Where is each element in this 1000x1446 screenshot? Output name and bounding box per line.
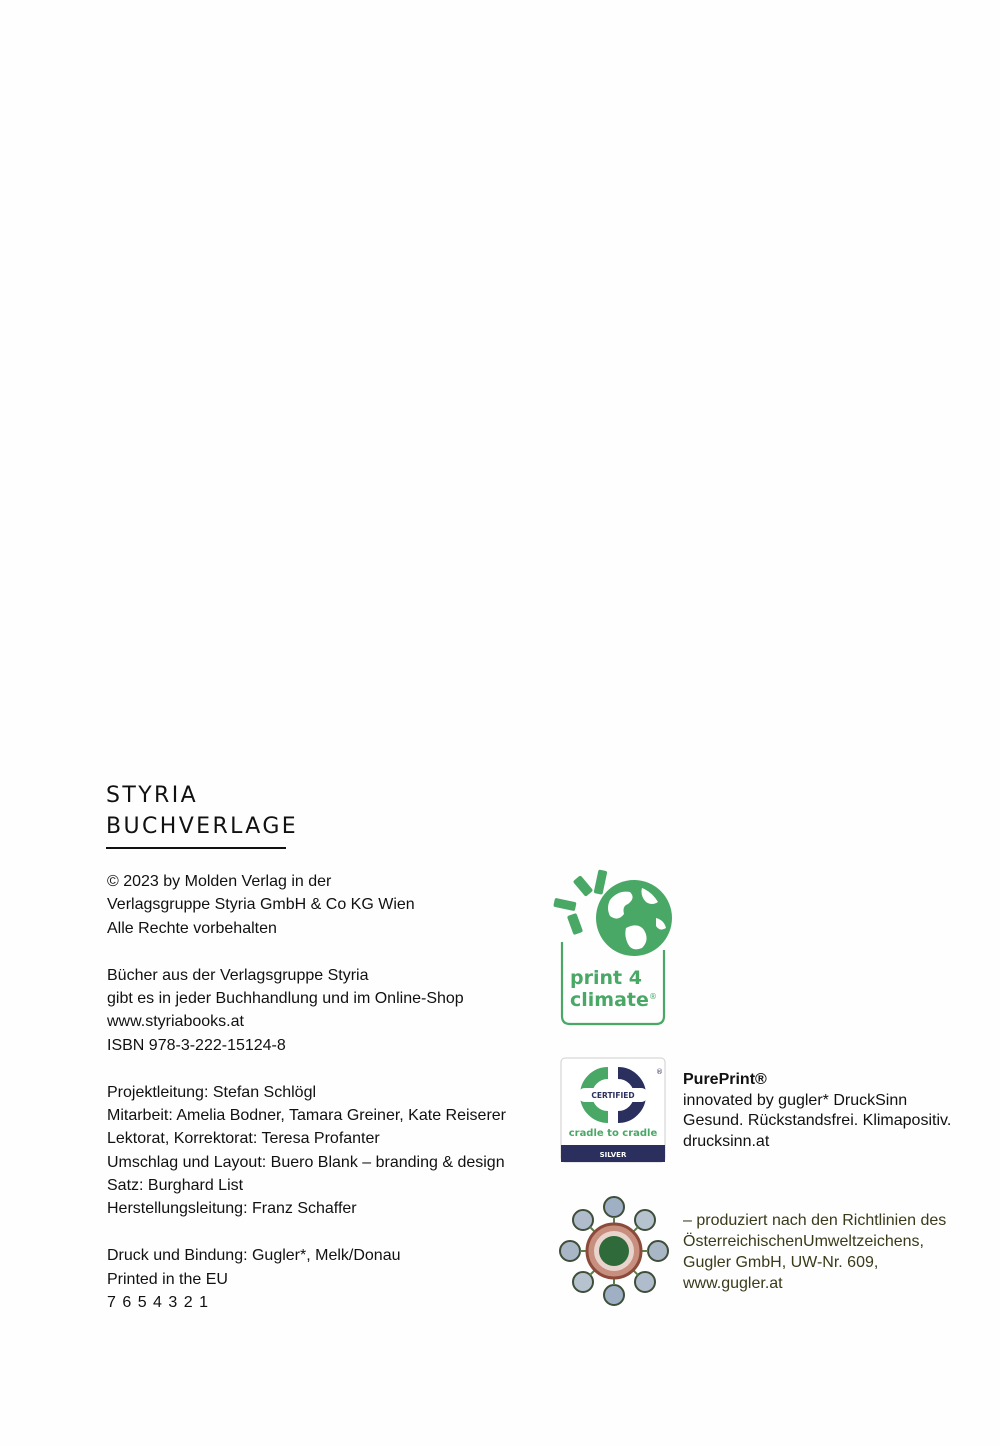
print4climate-registered: ® [649, 992, 657, 1001]
rights-line: Alle Rechte vorbehalten [107, 919, 277, 937]
cradle-to-cradle-icon [560, 1057, 666, 1163]
website-link[interactable]: www.styriabooks.at [107, 1013, 244, 1031]
print4climate-line-2: climate [570, 989, 649, 1011]
credit-production: Herstellungsleitung: Franz Schaffer [107, 1200, 357, 1218]
credit-layout: Umschlag und Layout: Buero Blank – branding & design [107, 1153, 505, 1171]
umweltzeichen-line-3: Gugler GmbH, UW-Nr. 609, [683, 1254, 879, 1271]
print-run-numbers: 7 6 5 4 3 2 1 [107, 1294, 209, 1312]
umweltzeichen-line-1: – produziert nach den Richtlinien des [683, 1212, 947, 1229]
copyright-line: © 2023 by Molden Verlag in der [107, 873, 332, 890]
c2c-certified-label: CERTIFIED [591, 1091, 635, 1100]
logo-line-1: STYRIA [106, 783, 199, 808]
printed-in: Printed in the EU [107, 1270, 228, 1288]
print4climate-icon [548, 866, 678, 1030]
cradle-to-cradle-badge [560, 1057, 666, 1163]
pureprint-link[interactable]: drucksinn.at [683, 1132, 770, 1150]
umweltzeichen-icon [558, 1195, 670, 1307]
print4climate-line-1: print 4 [570, 967, 642, 989]
printing-binding: Druck und Bindung: Gugler*, Melk/Donau [107, 1247, 401, 1265]
availability-line-2: gibt es in jeder Buchhandlung und im Online-Shop [107, 989, 464, 1007]
pureprint-info [683, 1070, 951, 1152]
print4climate-logo [548, 866, 678, 1030]
gugler-link[interactable]: www.gugler.at [683, 1275, 783, 1292]
publisher-line: Verlagsgruppe Styria GmbH & Co KG Wien [107, 896, 415, 914]
imprint-text [107, 870, 547, 1314]
availability-line-1: Bücher aus der Verlagsgruppe Styria [107, 966, 369, 984]
credit-editing: Lektorat, Korrektorat: Teresa Profanter [107, 1130, 380, 1148]
c2c-name: cradle to cradle [568, 1128, 658, 1139]
umweltzeichen-seal [558, 1195, 670, 1307]
pureprint-line-1: innovated by gugler* DruckSinn [683, 1091, 908, 1109]
umweltzeichen-line-2: ÖsterreichischenUmweltzeichens, [683, 1233, 924, 1250]
logo-underline [106, 847, 286, 849]
logo-line-2: BUCHVERLAGE [106, 814, 299, 839]
credit-project-lead: Projektleitung: Stefan Schlögl [107, 1083, 317, 1101]
c2c-registered: ® [656, 1068, 663, 1076]
isbn: ISBN 978-3-222-15124-8 [107, 1036, 286, 1054]
pureprint-line-2: Gesund. Rückstandsfrei. Klimapositiv. [683, 1112, 952, 1129]
pureprint-title: PurePrint® [683, 1071, 767, 1088]
credit-collaboration: Mitarbeit: Amelia Bodner, Tamara Greiner, Kate Reiserer [107, 1106, 506, 1124]
credit-typesetting: Satz: Burghard List [107, 1177, 244, 1195]
publisher-logo [106, 780, 299, 849]
c2c-level: SILVER [599, 1151, 627, 1159]
umweltzeichen-info [683, 1210, 946, 1294]
